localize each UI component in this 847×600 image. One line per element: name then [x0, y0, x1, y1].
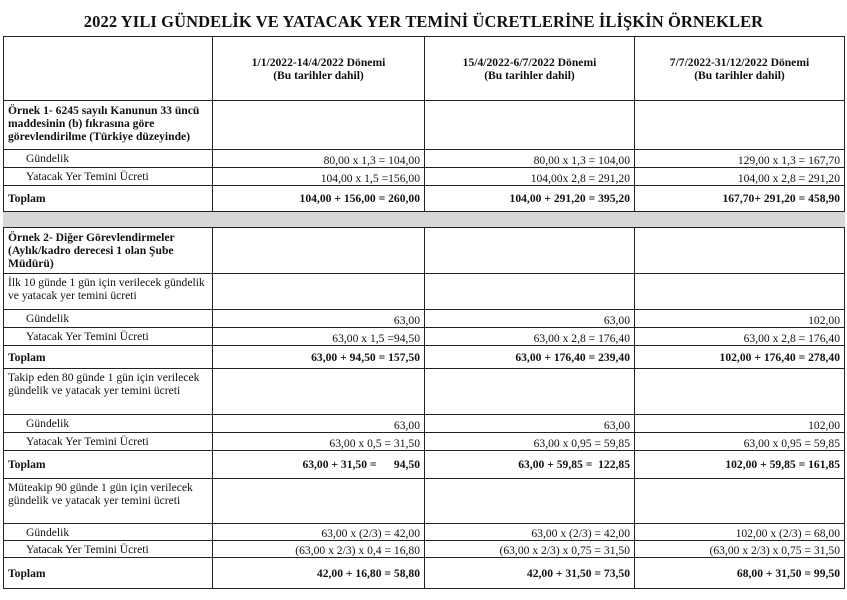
empty-cell	[213, 228, 425, 274]
table-cell: 104,00 x 1,5 =156,00	[213, 168, 425, 186]
examples-table	[3, 36, 845, 589]
total-cell: 42,00 + 16,80 = 58,80	[213, 558, 425, 589]
total-cell: 63,00 + 59,85 = 122,85	[425, 451, 635, 479]
empty-cell	[425, 479, 635, 524]
total-label: Toplam	[4, 186, 213, 212]
empty-cell	[425, 228, 635, 274]
empty-cell	[213, 369, 425, 415]
row-label: Yatacak Yer Temini Ücreti	[4, 541, 213, 558]
total-cell: 42,00 + 31,50 = 73,50	[425, 558, 635, 589]
table-cell: 102,00	[635, 310, 845, 328]
total-cell: 104,00 + 291,20 = 395,20	[425, 186, 635, 212]
total-label: Toplam	[4, 451, 213, 479]
row-label: Gündelik	[4, 310, 213, 328]
row-label: Yatacak Yer Temini Ücreti	[4, 433, 213, 451]
table-cell: 129,00 x 1,3 = 167,70	[635, 150, 845, 168]
total-cell: 63,00 + 94,50 = 157,50	[213, 346, 425, 369]
table-cell: 63,00 x 0,5 = 31,50	[213, 433, 425, 451]
empty-cell	[213, 274, 425, 310]
table-cell: 63,00 x (2/3) = 42,00	[213, 524, 425, 541]
header-empty-cell	[4, 37, 213, 101]
total-row	[4, 186, 845, 212]
table-cell: 63,00	[425, 310, 635, 328]
table-cell: 63,00 x 0,95 = 59,85	[425, 433, 635, 451]
group-intro-row	[4, 369, 845, 415]
example-2-heading-row	[4, 228, 845, 274]
example-2-heading: Örnek 2- Diğer Görevlendirmeler (Aylık/kadro derecesi 1 olan Şube Müdürü)	[4, 228, 213, 274]
column-header-1-note: (Bu tarihler dahil)	[273, 69, 364, 82]
empty-cell	[635, 101, 845, 150]
column-header-3-note: (Bu tarihler dahil)	[694, 69, 785, 82]
table-row	[4, 328, 845, 346]
example-1-heading: Örnek 1- 6245 sayılı Kanunun 33 üncü maddesinin (b) fıkrasına göre görevlendirilme (Türkiye düzeyinde)	[4, 101, 213, 150]
empty-cell	[213, 479, 425, 524]
separator-cell	[213, 212, 425, 228]
empty-cell	[635, 479, 845, 524]
table-row	[4, 524, 845, 541]
table-cell: 63,00 x 2,8 = 176,40	[425, 328, 635, 346]
table-cell: (63,00 x 2/3) x 0,75 = 31,50	[635, 541, 845, 558]
page-title: 2022 YILI GÜNDELİK VE YATACAK YER TEMİNİ ÜCRETLERİNE İLİŞKİN ÖRNEKLER	[83, 12, 764, 31]
table-row	[4, 310, 845, 328]
total-cell: 167,70+ 291,20 = 458,90	[635, 186, 845, 212]
table-cell: 63,00	[213, 310, 425, 328]
example-1-heading-row	[4, 101, 845, 150]
table-cell: 63,00 x (2/3) = 42,00	[425, 524, 635, 541]
total-cell: 102,00 + 176,40 = 278,40	[635, 346, 845, 369]
table-cell: 80,00 x 1,3 = 104,00	[425, 150, 635, 168]
table-cell: 102,00	[635, 415, 845, 433]
table-cell: 63,00 x 2,8 = 176,40	[635, 328, 845, 346]
total-row	[4, 558, 845, 589]
table-row	[4, 433, 845, 451]
empty-cell	[425, 274, 635, 310]
group-intro: İlk 10 günde 1 gün için verilecek gündelik ve yatacak yer temini ücreti	[4, 274, 213, 310]
row-label: Gündelik	[4, 415, 213, 433]
table-row	[4, 415, 845, 433]
separator-cell	[4, 212, 213, 228]
table-cell: 63,00 x 1,5 =94,50	[213, 328, 425, 346]
total-label: Toplam	[4, 346, 213, 369]
total-label: Toplam	[4, 558, 213, 589]
column-header-3	[635, 37, 845, 101]
column-header-1-period: 1/1/2022-14/4/2022 Dönemi	[251, 56, 386, 69]
table-cell: 63,00	[425, 415, 635, 433]
row-label: Gündelik	[4, 150, 213, 168]
table-cell: 104,00x 2,8 = 291,20	[425, 168, 635, 186]
group-intro-row	[4, 479, 845, 524]
total-cell: 104,00 + 156,00 = 260,00	[213, 186, 425, 212]
table-cell: 102,00 x (2/3) = 68,00	[635, 524, 845, 541]
empty-cell	[213, 101, 425, 150]
table-row	[4, 150, 845, 168]
column-header-2-period: 15/4/2022-6/7/2022 Dönemi	[462, 56, 597, 69]
empty-cell	[635, 274, 845, 310]
total-row	[4, 346, 845, 369]
empty-cell	[635, 228, 845, 274]
empty-cell	[635, 369, 845, 415]
column-header-3-period: 7/7/2022-31/12/2022 Dönemi	[669, 56, 810, 69]
row-label: Yatacak Yer Temini Ücreti	[4, 328, 213, 346]
separator-cell	[425, 212, 635, 228]
total-cell: 102,00 + 59,85 = 161,85	[635, 451, 845, 479]
table-row	[4, 168, 845, 186]
table-cell: 104,00 x 2,8 = 291,20	[635, 168, 845, 186]
column-header-2-note: (Bu tarihler dahil)	[484, 69, 575, 82]
column-header-1	[213, 37, 425, 101]
total-cell: 63,00 + 31,50 = 94,50	[213, 451, 425, 479]
total-row	[4, 451, 845, 479]
empty-cell	[425, 369, 635, 415]
column-header-2	[425, 37, 635, 101]
table-cell: 80,00 x 1,3 = 104,00	[213, 150, 425, 168]
empty-cell	[425, 101, 635, 150]
separator-cell	[635, 212, 845, 228]
group-intro: Müteakip 90 günde 1 gün için verilecek gündelik ve yatacak yer temini ücreti	[4, 479, 213, 524]
row-label: Gündelik	[4, 524, 213, 541]
table-cell: 63,00 x 0,95 = 59,85	[635, 433, 845, 451]
group-intro: Takip eden 80 günde 1 gün için verilecek gündelik ve yatacak yer temini ücreti	[4, 369, 213, 415]
table-cell: (63,00 x 2/3) x 0,4 = 16,80	[213, 541, 425, 558]
table-row	[4, 541, 845, 558]
table-cell: 63,00	[213, 415, 425, 433]
row-label: Yatacak Yer Temini Ücreti	[4, 168, 213, 186]
table-cell: (63,00 x 2/3) x 0,75 = 31,50	[425, 541, 635, 558]
header-row	[4, 37, 845, 101]
separator-row	[4, 212, 845, 228]
group-intro-row	[4, 274, 845, 310]
total-cell: 68,00 + 31,50 = 99,50	[635, 558, 845, 589]
total-cell: 63,00 + 176,40 = 239,40	[425, 346, 635, 369]
